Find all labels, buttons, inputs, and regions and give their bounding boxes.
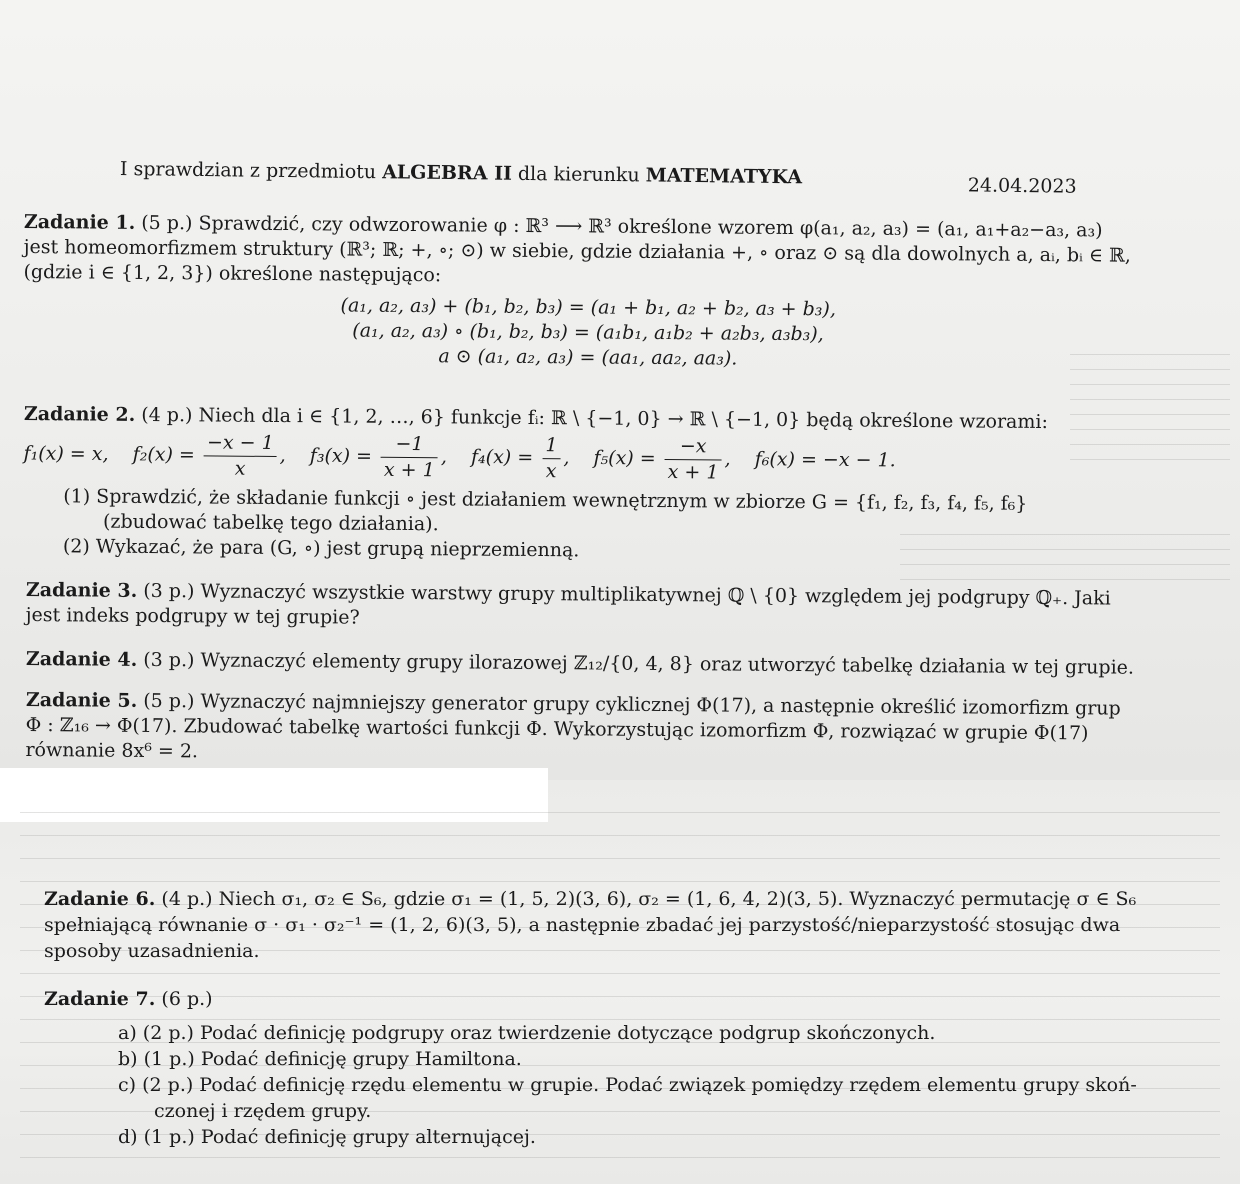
title-prefix: I sprawdzian z przedmiotu xyxy=(119,158,377,184)
task-label: Zadanie 3. xyxy=(25,578,138,602)
subtask-text: (2 p.) Podać definicję rzędu elementu w grupie. Podać związek pomiędzy rzędem elementu grupy skoń- xyxy=(142,1074,1137,1096)
task-text: Wyznaczyć najmniejszy generator grupy cyklicznej Φ(17), a następnie określić izomorfizm grup xyxy=(200,690,1121,720)
task-points: (4 p.) xyxy=(141,403,193,427)
subtask-text: (1 p.) Podać definicję grupy alternującej. xyxy=(143,1126,536,1148)
task-label: Zadanie 6. xyxy=(44,888,156,910)
task-5 xyxy=(25,688,1156,772)
subtask-marker: a) xyxy=(118,1022,137,1044)
task-points: (3 p.) xyxy=(143,579,195,603)
task-text: Φ : ℤ₁₆ → Φ(17). Zbudować tabelkę wartości funkcji Φ. Wykorzystując izomorfizm Φ, rozwiązać w grupie Φ(17) xyxy=(25,713,1089,745)
denominator: x xyxy=(545,460,557,483)
subtask-a xyxy=(44,1020,1219,1046)
subtask-marker: b) xyxy=(118,1048,138,1070)
task-label: Zadanie 5. xyxy=(25,688,138,712)
task-text: jest indeks podgrupy w tej grupie? xyxy=(25,603,360,629)
numerator: −x − 1 xyxy=(204,430,277,457)
subtask-1 xyxy=(23,484,1153,543)
task-text: sposoby uzasadnienia. xyxy=(44,940,260,962)
subtask-text: (2 p.) Podać definicję podgrupy oraz twierdzenie dotyczące podgrup skończonych. xyxy=(142,1022,936,1044)
subtask-c xyxy=(44,1072,1219,1124)
exam-date: 24.04.2023 xyxy=(967,174,1077,198)
numerator: 1 xyxy=(542,433,560,459)
subtask-d xyxy=(44,1124,1219,1150)
task-text: Niech dla i ∈ {1, 2, …, 6} funkcje fᵢ: ℝ \ {−1, 0} → ℝ \ {−1, 0} będą określone wzorami: xyxy=(198,404,1049,434)
formula-f2-lhs: f₂(x) = xyxy=(132,443,195,466)
denominator: x + 1 xyxy=(383,458,435,482)
task-7 xyxy=(44,986,1219,1150)
task-text: spełniającą równanie σ · σ₁ · σ₂⁻¹ = (1, 2, 6)(3, 5), a następnie zbadać jej parzystość/nieparzystość stosując dwa xyxy=(44,914,1121,936)
task-text: Wyznaczyć elementy grupy ilorazowej ℤ₁₂/{0, 4, 8} oraz utworzyć tabelkę działania w tej grupie. xyxy=(200,649,1135,679)
task-1 xyxy=(23,210,1154,375)
subject-name: ALGEBRA II xyxy=(382,161,513,185)
subtask-text: Sprawdzić, że składanie funkcji ∘ jest działaniem wewnętrznym w zbiorze G = {f₁, f₂, f₃, f₄, f₅, f₆} xyxy=(96,485,1028,515)
task-2 xyxy=(23,402,1154,568)
field-name: MATEMATYKA xyxy=(645,164,803,189)
numerator: −x xyxy=(665,434,722,460)
task-6 xyxy=(44,886,1219,964)
task-points: (5 p.) xyxy=(141,211,193,235)
task-text: (gdzie i ∈ {1, 2, 3}) określone następująco: xyxy=(23,260,442,287)
equation: (a₁, a₂, a₃) ∘ (b₁, b₂, b₃) = (a₁b₁, a₁b₂ + a₂b₃, a₃b₃), xyxy=(352,319,824,346)
equation: a ⊙ (a₁, a₂, a₃) = (aa₁, aa₂, aa₃). xyxy=(438,345,738,370)
task-label: Zadanie 7. xyxy=(44,988,156,1010)
fraction-f5 xyxy=(665,434,722,485)
task-text: Wyznaczyć wszystkie warstwy grupy multiplikatywnej ℚ \ {0} względem jej podgrupy ℚ₊. Jaki xyxy=(200,580,1111,610)
subtask-marker: (2) xyxy=(62,535,90,558)
task-points: (5 p.) xyxy=(143,689,195,713)
formula-f4-lhs: f₄(x) = xyxy=(470,446,534,469)
task-text: równanie 8x⁶ = 2. xyxy=(25,738,199,763)
subtask-marker: (1) xyxy=(63,485,91,508)
subtask-marker: c) xyxy=(118,1074,137,1096)
subtask-text: (1 p.) Podać definicję grupy Hamiltona. xyxy=(143,1048,522,1070)
subtask-text: czonej i rzędem grupy. xyxy=(154,1100,372,1122)
formula-f3-lhs: f₃(x) = xyxy=(309,444,373,468)
denominator: x + 1 xyxy=(667,461,719,484)
fraction-f2 xyxy=(204,430,277,482)
subtask-text: (zbudować tabelkę tego działania). xyxy=(102,510,439,536)
task-label: Zadanie 2. xyxy=(23,402,136,426)
task-text: Sprawdzić, czy odwzorowanie φ : ℝ³ ⟶ ℝ³ określone wzorem φ(a₁, a₂, a₃) = (a₁, a₁+a₂−a₃, a₃) xyxy=(198,212,1103,242)
denominator: x xyxy=(234,457,246,480)
fraction-f4 xyxy=(542,433,560,484)
task-points: (3 p.) xyxy=(143,648,195,672)
numerator: −1 xyxy=(381,432,438,458)
fraction-f3 xyxy=(381,432,438,483)
subtask-b xyxy=(44,1046,1219,1072)
formula-f6: f₆(x) = −x − 1. xyxy=(754,448,896,472)
subtask-text: Wykazać, że para (G, ∘) jest grupą nieprzemienną. xyxy=(95,535,580,562)
task-text: jest homeomorfizmem struktury (ℝ³; ℝ; +, ∘; ⊙) w siebie, gdzie działania +, ∘ oraz ⊙ są dla dowolnych a, aᵢ, bᵢ ∈ ℝ, xyxy=(23,235,1131,267)
equation: (a₁, a₂, a₃) + (b₁, b₂, b₃) = (a₁ + b₁, a₂ + b₂, a₃ + b₃), xyxy=(340,294,836,321)
task-points: (6 p.) xyxy=(161,988,213,1010)
task-3 xyxy=(26,578,1156,637)
task-text: Niech σ₁, σ₂ ∈ S₆, gdzie σ₁ = (1, 5, 2)(3, 6), σ₂ = (1, 6, 4, 2)(3, 5). Wyznaczyć permutację σ ∈ S₆ xyxy=(218,888,1137,910)
title-mid: dla kierunku xyxy=(517,162,640,187)
task-label: Zadanie 1. xyxy=(23,210,136,234)
task-points: (4 p.) xyxy=(161,888,213,910)
function-formulas: f₁(x) = x, f₂(x) = $\frac{-x - 1}{x}$ , f₃(x) = $\frac{-1}{x + 1}$ , f₄(x) = $\frac{1}{x}$ , f₅(x) = $\frac{-x}{x + 1}$ , f₆(x) = −x − 1. xyxy=(23,429,1153,489)
formula-f1: f₁(x) = x, xyxy=(23,442,109,466)
task-label: Zadanie 4. xyxy=(25,647,138,671)
formula-f5-lhs: f₅(x) = xyxy=(593,446,656,470)
subtask-marker: d) xyxy=(118,1126,138,1148)
